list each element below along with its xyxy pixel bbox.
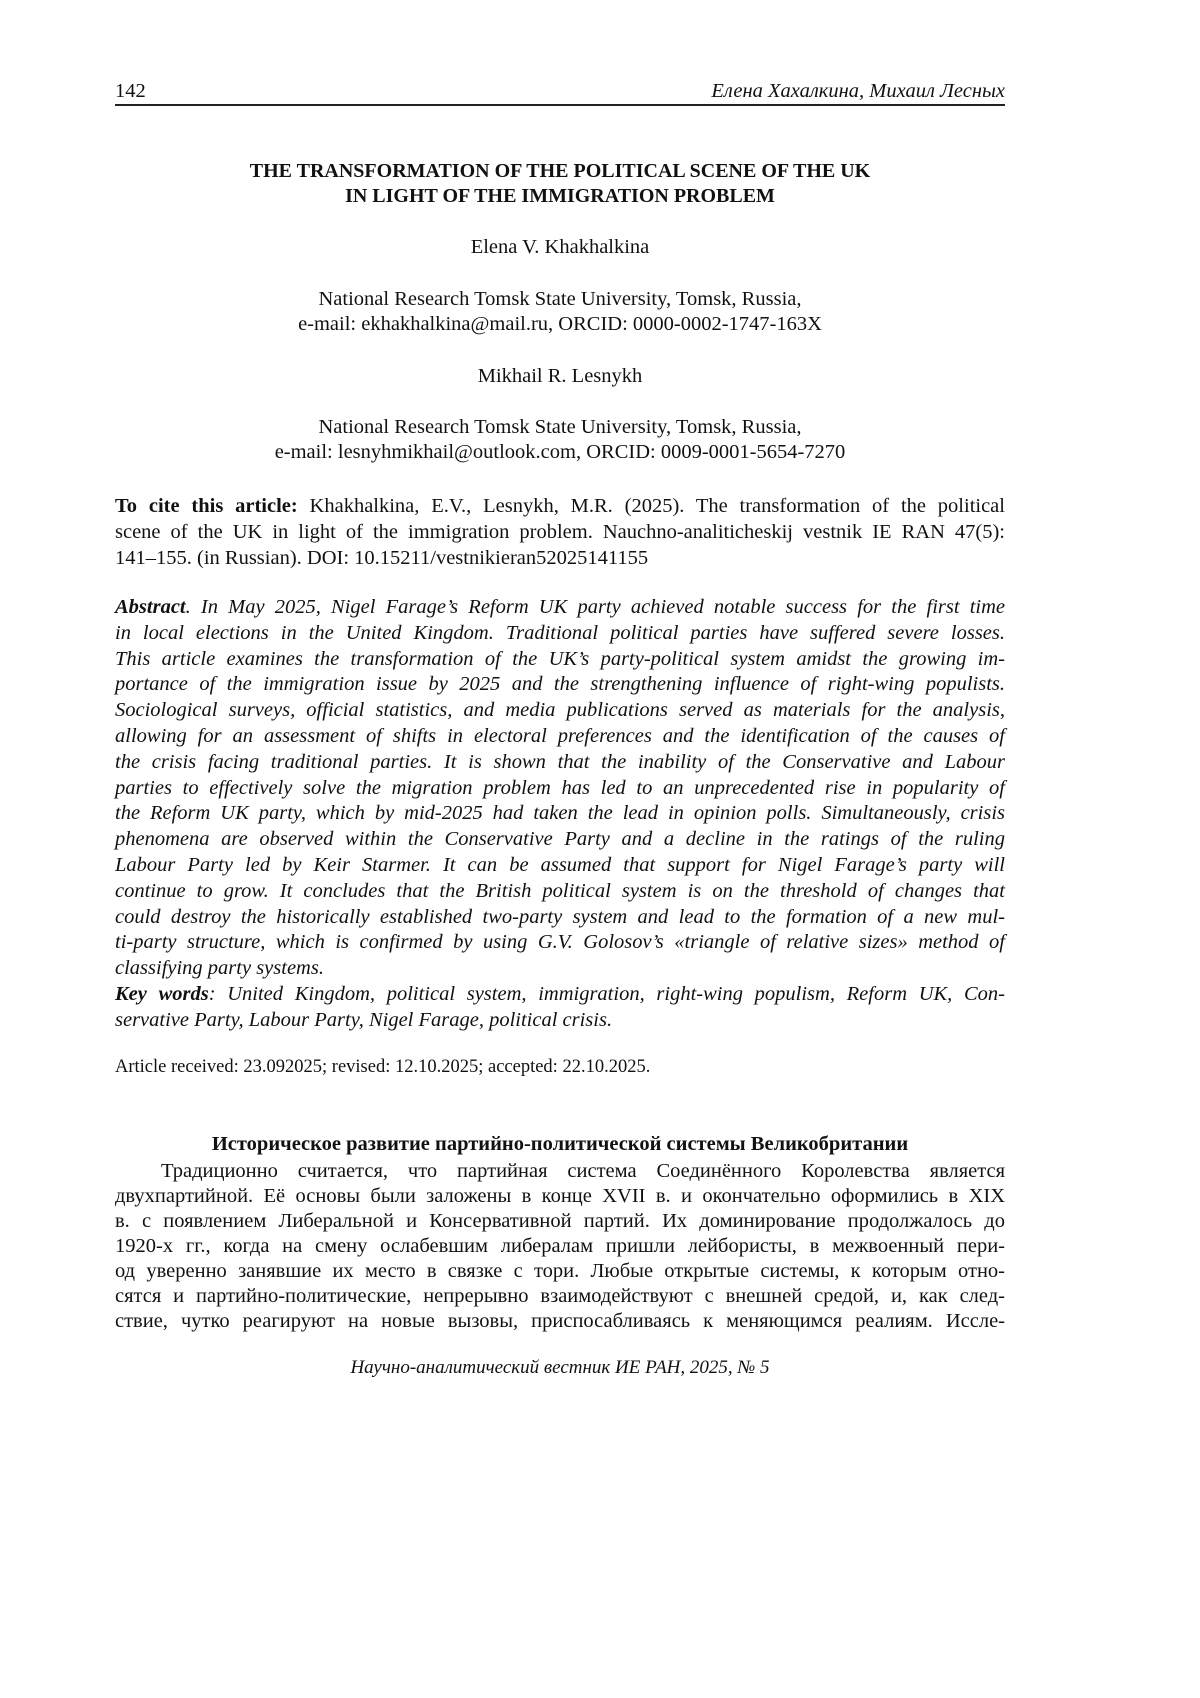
abstract-line: ti-party structure, which is confirmed by using G.V. Golosov’s «triangle of relative sizes» method of [115, 931, 1005, 954]
abstract-line: the crisis facing traditional parties. It is shown that the inability of the Conservative and Labour [115, 750, 1005, 773]
abstract-line: classifying party systems. [115, 957, 324, 980]
affiliation-line: National Research Tomsk State University, Tomsk, Russia, [318, 416, 802, 438]
abstract-line: This article examines the transformation of the UK’s party-political system amidst the growing im- [115, 647, 1005, 670]
abstract-label: Abstract [115, 596, 186, 618]
paragraph-line: в. с появлением Либеральной и Консервативной партий. Их доминирование продолжалось до [115, 1210, 1005, 1232]
cite-label: To cite this article: [115, 495, 298, 517]
abstract-line: Labour Party led by Keir Starmer. It can be assumed that support for Nigel Farage’s party will [115, 853, 1005, 876]
keywords-text: : United Kingdom, political system, immigration, right-wing populism, Reform UK, Con- [208, 983, 1005, 1005]
affiliation-email: e-mail: lesnyhmikhail@outlook.com, ORCID: 0009-0001-5654-7270 [274, 441, 846, 463]
paragraph-line: ствие, чутко реагируют на новые вызовы, приспосабливаясь к меняющимся реалиям. Иссле- [115, 1310, 1005, 1332]
author-name: Elena V. Khakhalkina [470, 236, 650, 258]
paragraph-line: Традиционно считается, что партийная система Соединённого Королевства является [161, 1160, 1005, 1182]
paragraph-line: двухпартийной. Её основы были заложены в конце XVII в. и окончательно оформились в XIX [115, 1185, 1005, 1207]
paragraph-line: сятся и партийно-политические, непрерывно взаимодействуют с внешней средой, и, как след- [115, 1285, 1005, 1307]
keywords-text: servative Party, Labour Party, Nigel Farage, political crisis. [115, 1008, 613, 1031]
abstract-line: phenomena are observed within the Conservative Party and a decline in the ratings of the ruling [115, 828, 1005, 851]
keywords-label: Key words [115, 983, 209, 1005]
paragraph-line: од уверенно занявшие их место в связке с тори. Любые открытые системы, к которым отно- [115, 1260, 1005, 1282]
article-title [115, 159, 1005, 209]
affiliation-line: National Research Tomsk State University, Tomsk, Russia, [318, 288, 802, 310]
running-authors: Елена Хахалкина, Михаил Лесных [711, 80, 1005, 102]
cite-text: scene of the UK in light of the immigration problem. Nauchno-analiticheskij vestnik IE RAN 47(5): [115, 520, 1005, 543]
author-affiliation [115, 287, 1005, 337]
cite-text: 141–155. (in Russian). DOI: 10.15211/vestnikieran52025141155 [115, 546, 649, 569]
cite-text: Khakhalkina, E.V., Lesnykh, M.R. (2025). The transformation of the political [297, 495, 1005, 517]
abstract-line: Sociological surveys, official statistics, and media publications served as materials for the analysis, [115, 699, 1005, 722]
section-heading: Историческое развитие партийно-политической системы Великобритании [211, 1133, 909, 1155]
title-line: IN LIGHT OF THE IMMIGRATION PROBLEM [345, 185, 775, 207]
abstract-line: the Reform UK party, which by mid-2025 had taken the lead in opinion polls. Simultaneously, crisis [115, 802, 1005, 825]
affiliation-email: e-mail: ekhakhalkina@mail.ru, ORCID: 0000-0002-1747-163X [298, 313, 822, 335]
body-paragraph [115, 1159, 1005, 1334]
abstract-line: in local elections in the United Kingdom. Traditional political parties have suffered severe losses. [115, 621, 1005, 644]
abstract-line: parties to effectively solve the migration problem has led to an unprecedented rise in popularity of [115, 776, 1005, 799]
title-line: THE TRANSFORMATION OF THE POLITICAL SCENE OF THE UK [249, 160, 871, 182]
citation [115, 494, 1005, 571]
author-name: Mikhail R. Lesnykh [477, 365, 643, 387]
journal-footer: Научно-аналитический вестник ИЕ РАН, 2025, № 5 [350, 1357, 770, 1378]
article-dates: Article received: 23.092025; revised: 12.10.2025; accepted: 22.10.2025. [115, 1057, 651, 1077]
abstract-line: portance of the immigration issue by 2025 and the strengthening influence of right-wing populists. [115, 673, 1005, 696]
abstract-line: continue to grow. It concludes that the British political system is on the threshold of changes that [115, 879, 1005, 902]
abstract-line: could destroy the historically established two-party system and lead to the formation of a new mul- [115, 905, 1005, 928]
keywords [115, 982, 1005, 1034]
page-number: 142 [115, 80, 146, 102]
abstract [115, 595, 1005, 982]
abstract-line: allowing for an assessment of shifts in electoral preferences and the identification of the causes of [115, 724, 1005, 747]
abstract-text: . In May 2025, Nigel Farage’s Reform UK party achieved notable success for the first time [185, 596, 1005, 618]
paragraph-line: 1920-х гг., когда на смену ослабевшим либералам пришли лейбористы, в межвоенный пери- [115, 1235, 1005, 1257]
abstract-line [115, 595, 1005, 621]
author-affiliation [115, 415, 1005, 465]
running-header [115, 78, 1005, 106]
